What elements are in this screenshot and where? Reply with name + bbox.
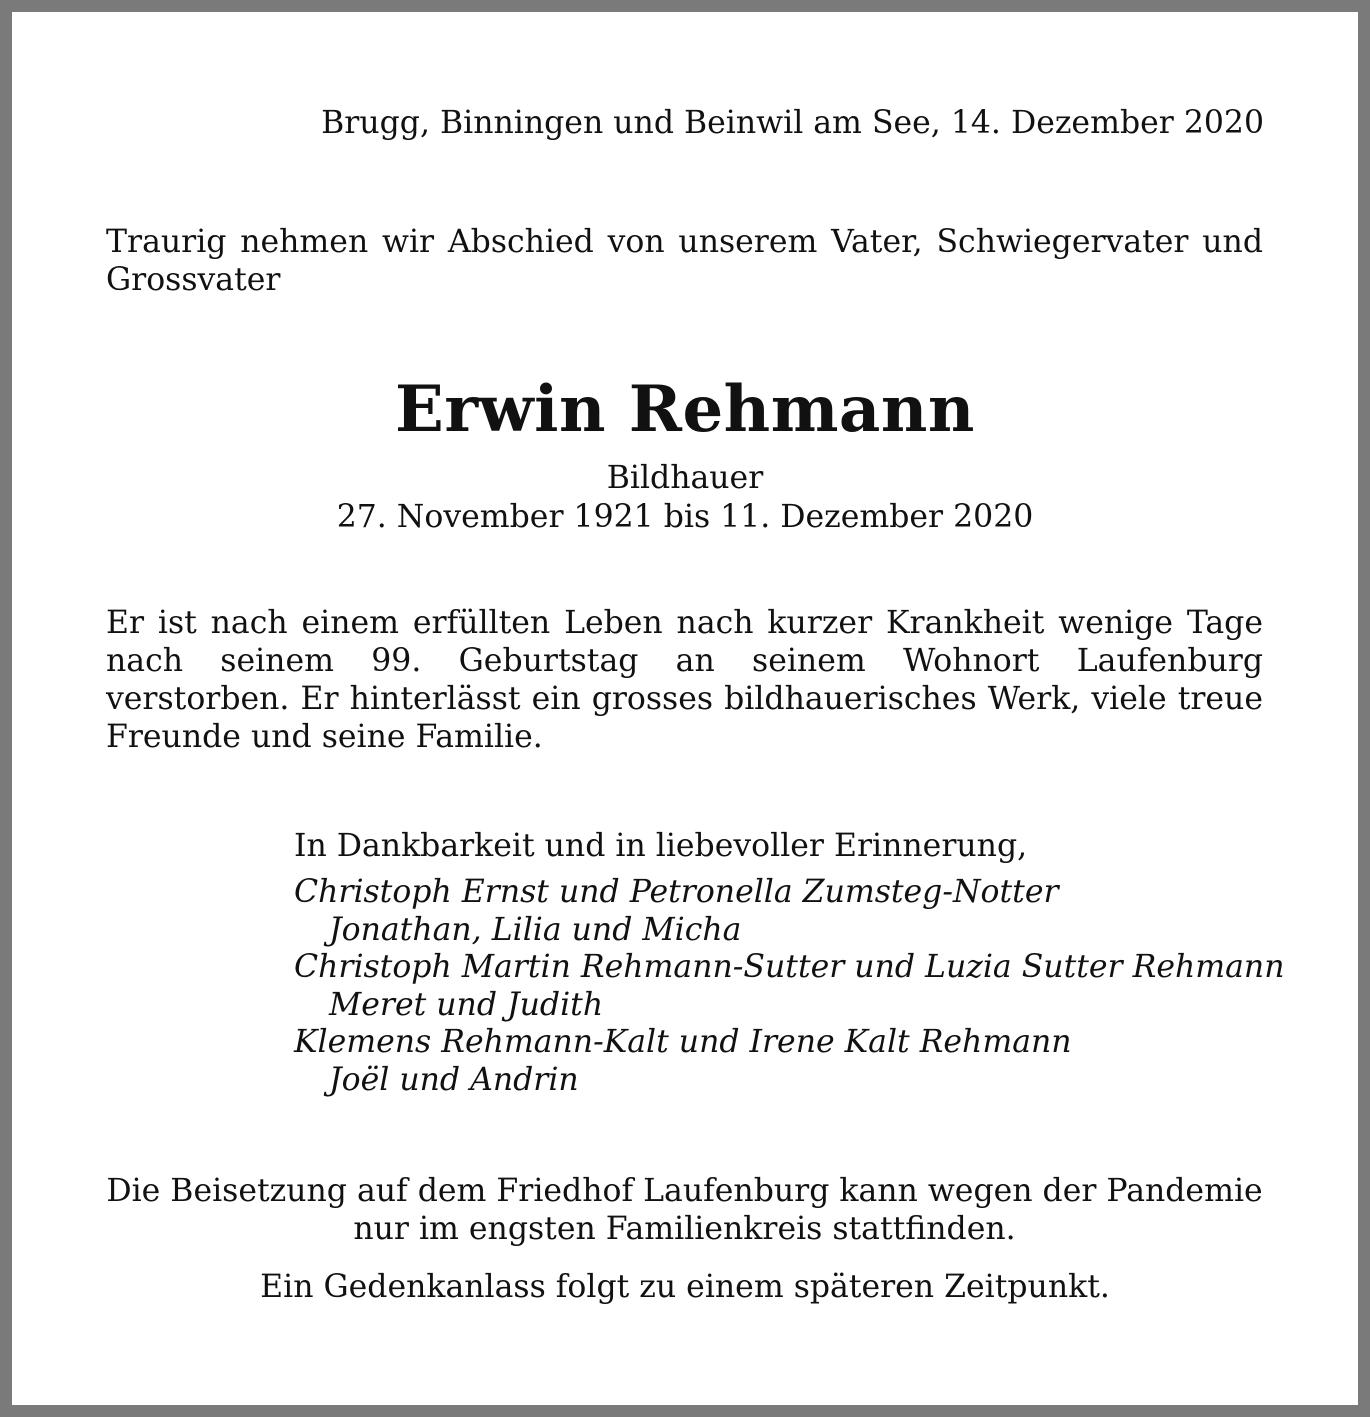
- profession: Bildhauer: [606, 460, 764, 496]
- mourner-children: Meret und Judith: [329, 986, 604, 1023]
- deceased-name: Erwin Rehmann: [395, 372, 975, 447]
- mourner-couple: Christoph Ernst und Petronella Zumsteg-Notter: [294, 874, 1059, 910]
- place-date: Brugg, Binningen und Beinwil am See, 14. Dezember 2020: [321, 105, 1264, 141]
- memorial-notice: Ein Gedenkanlass folgt zu einem späteren Zeitpunkt.: [260, 1269, 1110, 1305]
- mourner-children: Joël und Andrin: [329, 1061, 579, 1098]
- burial-notice: Die Beisetzung auf dem Friedhof Laufenburg kann wegen der Pandemie nur im engsten Familienkreis stattfinden.: [106, 1173, 1263, 1247]
- obituary-body: Er ist nach einem erfüllten Leben nach kurzer Krankheit wenige Tage nach seinem 99. Geburtstag an seinem Wohnort Laufenburg verstorben. Er hinterlässt ein grosses bildhauerisches Werk, viele treue Freunde und seine Familie.: [106, 605, 1263, 755]
- obituary-notice: [12, 12, 1358, 1405]
- intro-text: Traurig nehmen wir Abschied von unserem Vater, Schwiegervater und Grossvater: [106, 224, 1263, 298]
- mourner-couple: Christoph Martin Rehmann-Sutter und Luzia Sutter Rehmann: [294, 949, 1285, 985]
- mourners-list: [294, 874, 1285, 1099]
- mourner-couple: Klemens Rehmann-Kalt und Irene Kalt Rehmann: [294, 1024, 1072, 1060]
- thanks-line: In Dankbarkeit und in liebevoller Erinnerung,: [294, 828, 1028, 864]
- lifespan: 27. November 1921 bis 11. Dezember 2020: [336, 499, 1034, 535]
- mourner-children: Jonathan, Lilia und Micha: [329, 911, 742, 948]
